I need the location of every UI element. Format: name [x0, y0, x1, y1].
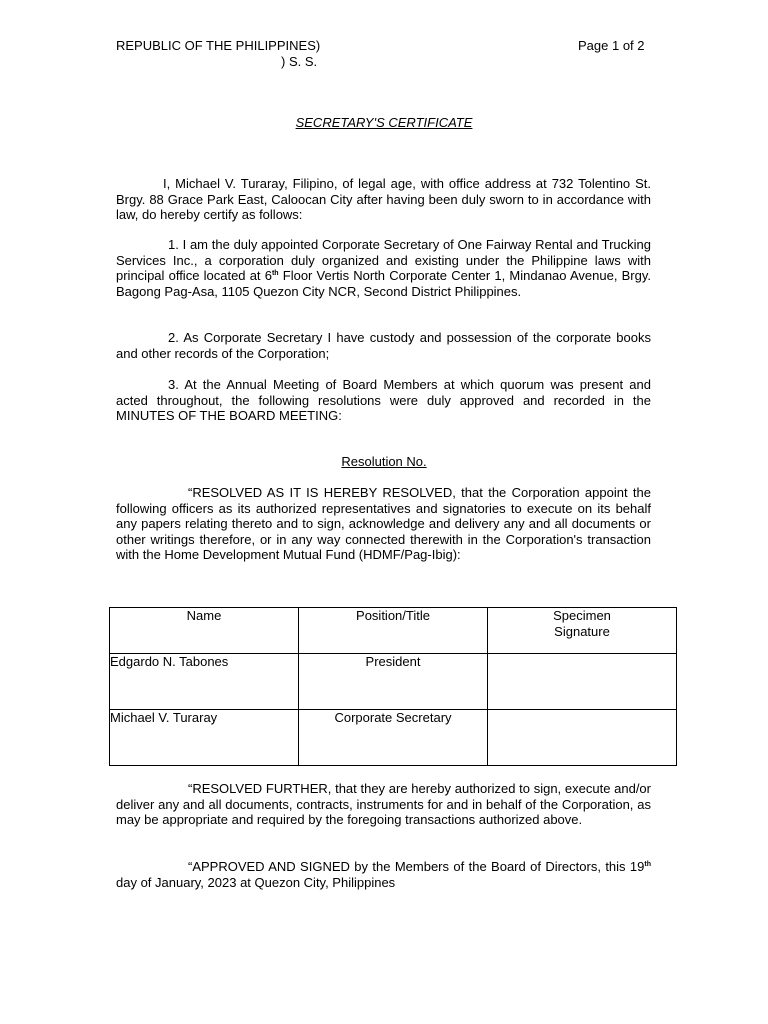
- item-1-paragraph: [116, 237, 651, 299]
- item-1-text-b: Floor Vertis North Corporate Center 1, Mindanao Avenue, Brgy. Bagong Pag-Asa, 1105 Quezon City NCR, Second District Philippines.: [116, 268, 651, 299]
- resolution-paragraph: “RESOLVED AS IT IS HEREBY RESOLVED, that the Corporation appoint the following officers as its authorized representatives and signatories to execute on its behalf any papers relating thereto and to sign, acknowledge and delivery any and all documents or other writings therefore, or in any way connected therewith in the Corporation's transaction with the Home Development Mutual Fund (HDMF/Pag-Ibig):: [116, 485, 651, 562]
- table-header-row: [110, 608, 677, 654]
- item-3-paragraph: 3. At the Annual Meeting of Board Members at which quorum was present and acted throughout, the following resolutions were duly approved and recorded in the MINUTES OF THE BOARD MEETING:: [116, 377, 651, 423]
- item-1-superscript: th: [271, 270, 279, 277]
- table-row: [110, 654, 677, 710]
- approved-superscript: th: [644, 861, 651, 868]
- approved-text-a: “APPROVED AND SIGNED by the Members of the Board of Directors, this 19: [188, 859, 645, 874]
- officer-position: President: [299, 654, 488, 710]
- item-1-text-a: 1. I am the duly appointed Corporate Secretary of One Fairway Rental and Trucking Services Inc., a corporation duly organized and existing under the Philippine laws with principal office located at 6: [116, 237, 651, 283]
- officer-signature: [488, 654, 677, 710]
- item-2-paragraph: 2. As Corporate Secretary I have custody and possession of the corporate books and other records of the Corporation;: [116, 330, 651, 361]
- intro-paragraph: I, Michael V. Turaray, Filipino, of legal age, with office address at 732 Tolentino St. Brgy. 88 Grace Park East, Caloocan City after having been duly sworn to in accordance with law, do hereby certify as follows:: [116, 176, 651, 222]
- header-position: Position/Title: [299, 608, 488, 654]
- officer-position: Corporate Secretary: [299, 710, 488, 766]
- header-signature-line2: Signature: [554, 623, 610, 639]
- header-republic: REPUBLIC OF THE PHILIPPINES): [116, 38, 321, 53]
- header-signature: [488, 608, 677, 654]
- resolved-further-paragraph: “RESOLVED FURTHER, that they are hereby authorized to sign, execute and/or deliver any and all documents, contracts, instruments for and in behalf of the Corporation, as may be appropriate and required by the foregoing transactions authorized above.: [116, 781, 651, 827]
- header-name: Name: [110, 608, 299, 654]
- table-row: [110, 710, 677, 766]
- approved-paragraph: [116, 859, 651, 890]
- approved-text-b: day of January, 2023 at Quezon City, Philippines: [116, 874, 396, 890]
- resolution-title: Resolution No.: [341, 454, 427, 469]
- officer-name: Michael V. Turaray: [110, 710, 299, 766]
- officer-name: Edgardo N. Tabones: [110, 654, 299, 710]
- header-signature-line1: Specimen: [553, 608, 611, 623]
- document-title: SECRETARY'S CERTIFICATE: [295, 115, 473, 130]
- officers-table: [109, 607, 677, 766]
- page-number: Page 1 of 2: [578, 38, 645, 53]
- header-ss: ) S. S.: [281, 54, 318, 69]
- officer-signature: [488, 710, 677, 766]
